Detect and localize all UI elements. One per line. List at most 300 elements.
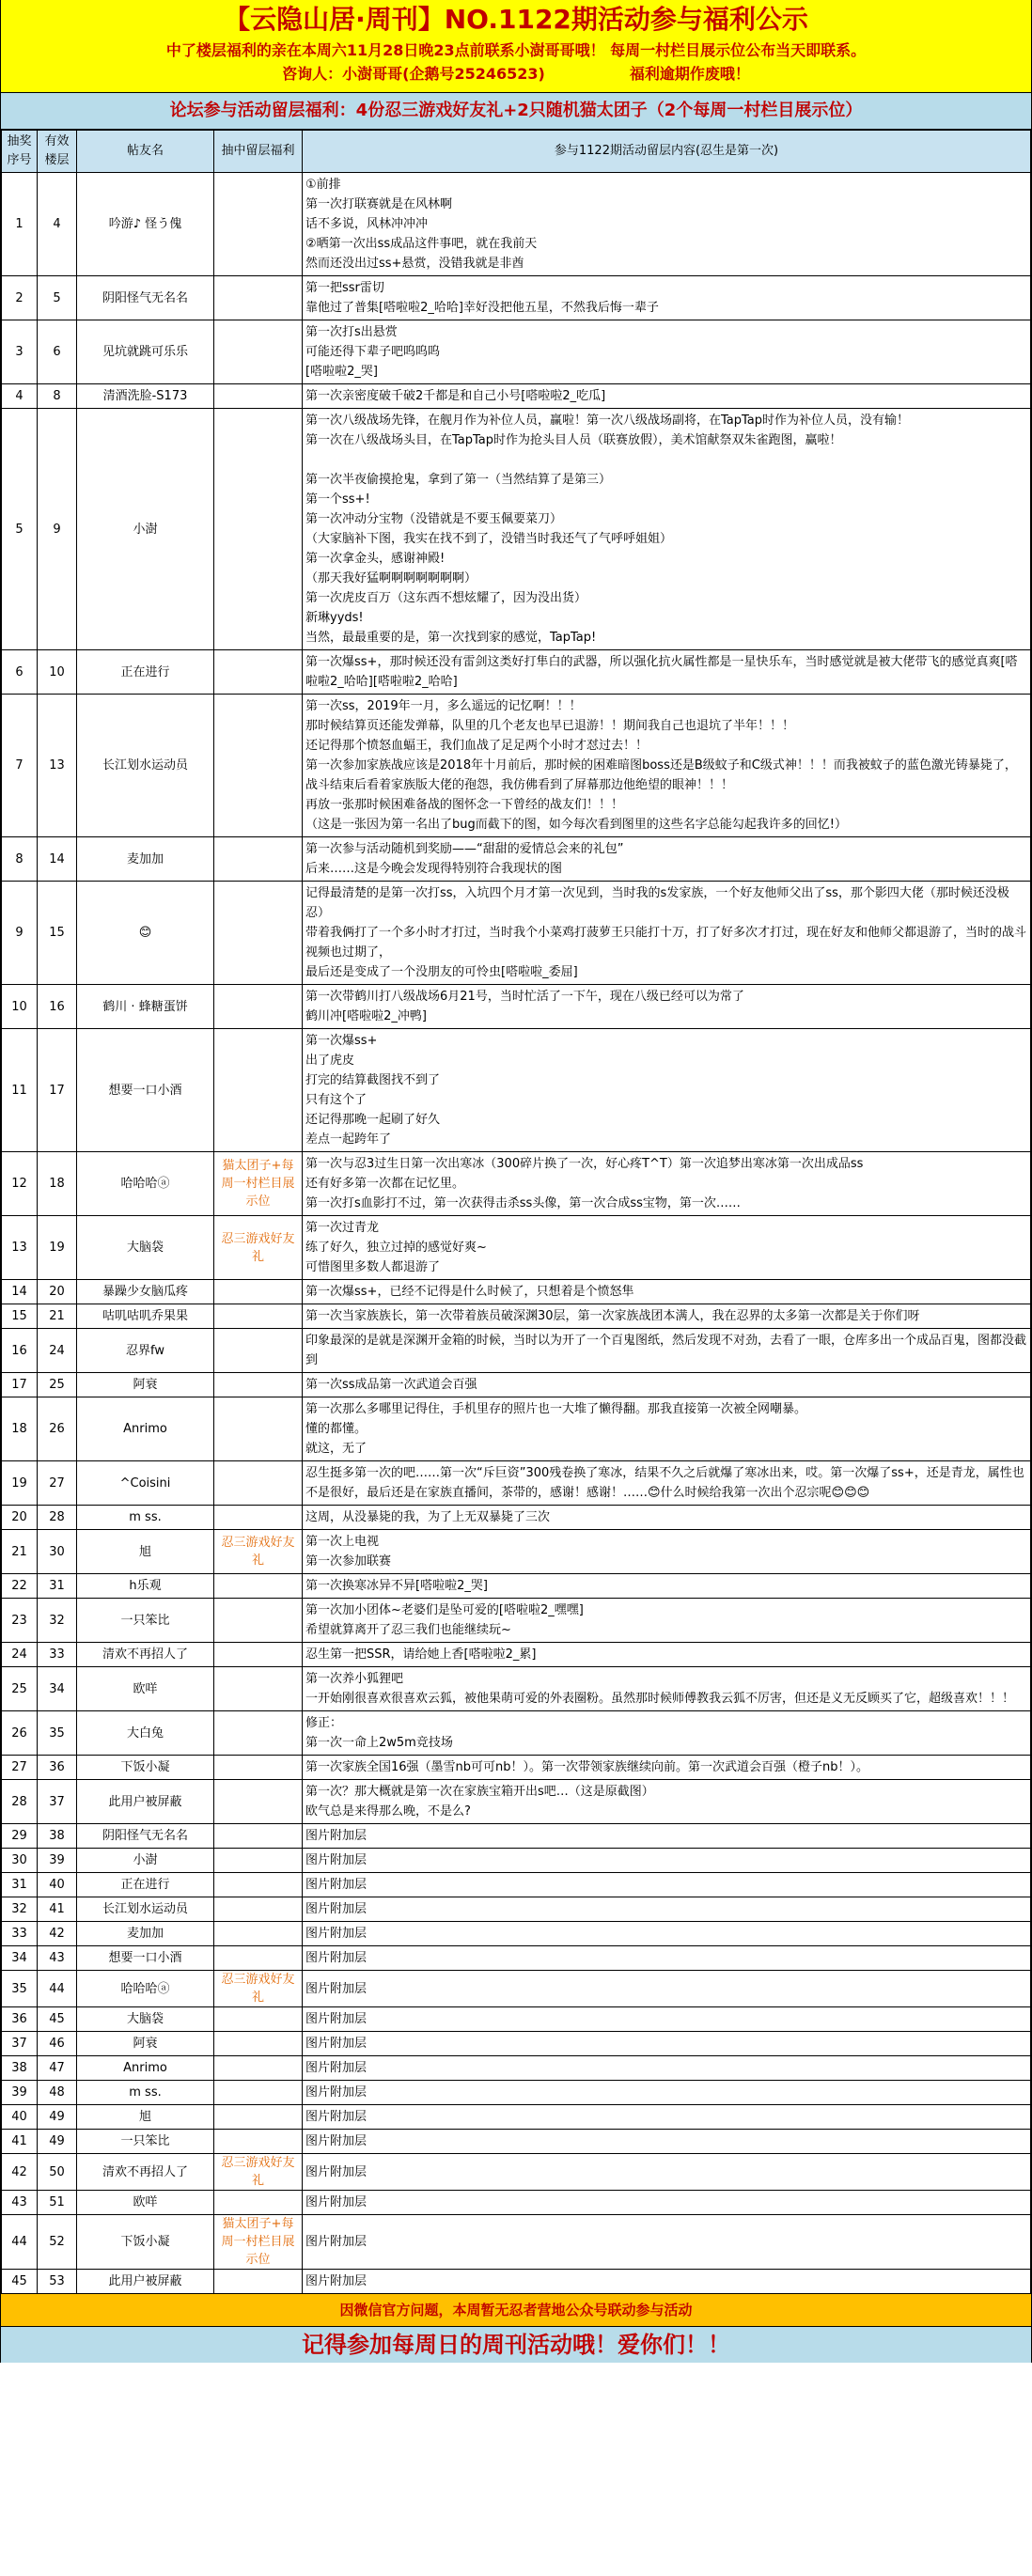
prize-cell: [214, 2270, 303, 2294]
content-line: 还记得那个愤怒血蝠王，我们血战了足足两个小时才怼过去！！: [305, 739, 649, 753]
table-row: [2, 276, 1031, 320]
content-line: 第一次参与活动随机到奖励——“甜甜的爱情总会来的礼包”: [305, 842, 624, 856]
username-cell: 清欢不再招人了: [77, 2154, 214, 2191]
prize-cell: 忍三游戏好友礼: [214, 1216, 303, 1280]
content-cell: [303, 1897, 1031, 1922]
username-cell: 暴躁少女脑瓜疼: [77, 1280, 214, 1304]
content-line: 第一次爆ss+: [305, 1034, 378, 1048]
prize-cell: [214, 173, 303, 276]
floor-cell: 41: [38, 1897, 77, 1922]
floor-cell: 48: [38, 2081, 77, 2105]
draw-number-cell: 30: [2, 1849, 38, 1873]
content-cell: [303, 384, 1031, 409]
content-line: 图片附加层: [305, 2235, 367, 2249]
table-row: [2, 882, 1031, 985]
table-row: [2, 1922, 1031, 1946]
content-line: 图片附加层: [305, 2061, 367, 2075]
column-header: 帖友名: [77, 131, 214, 173]
content-line: 懂的都懂。: [305, 1422, 367, 1436]
username-cell: 阴阳怪气无名名: [77, 1824, 214, 1849]
content-cell: [303, 1506, 1031, 1530]
draw-number-cell: 29: [2, 1824, 38, 1849]
content-line: 最后还是变成了一个没朋友的可怜虫[嗒啦啦_委屈]: [305, 965, 578, 979]
floor-cell: 24: [38, 1329, 77, 1373]
column-header: 参与1122期活动留层内容(忍生是第一次): [303, 131, 1031, 173]
content-line: 第一次亲密度破千破2千都是和自己小号[嗒啦啦2_吃瓜]: [305, 389, 606, 403]
content-cell: [303, 1849, 1031, 1873]
table-row: [2, 1152, 1031, 1216]
floor-cell: 25: [38, 1373, 77, 1397]
draw-number-cell: 6: [2, 650, 38, 695]
draw-number-cell: 10: [2, 985, 38, 1029]
table-row: [2, 1971, 1031, 2007]
table-row: [2, 1780, 1031, 1824]
username-cell: 清酒洗脸-S173: [77, 384, 214, 409]
content-line: 第一次与忍3过生日第一次出寒冰（300碎片换了一次，好心疼T^T）第一次追梦出寒冰第一次出成品ss: [305, 1157, 864, 1171]
contact-label: 咨询人：小澍哥哥(企鹅号25246523): [282, 65, 545, 83]
table-row: [2, 1280, 1031, 1304]
content-line: 第一次冲动分宝物（没错就是不要玉佩要菜刀）: [305, 512, 563, 526]
draw-number-cell: 13: [2, 1216, 38, 1280]
content-line: 忍生挺多第一次的吧……第一次“斥巨资”300残卷换了寒冰，结果不久之后就爆了寒冰出来，哎。第一次爆了ss+，还是青龙，属性也: [305, 1466, 1024, 1480]
username-cell: 吟游♪ 怪う傀: [77, 173, 214, 276]
content-line: 这周，从没暴毙的我，为了上无双暴毙了三次: [305, 1510, 551, 1524]
table-row: [2, 1824, 1031, 1849]
content-line: 第一次打联赛就是在风林啊: [305, 197, 453, 211]
table-row: [2, 2215, 1031, 2270]
floor-cell: 16: [38, 985, 77, 1029]
prize-cell: [214, 1599, 303, 1643]
content-line: 第一次养小狐狸吧: [305, 1672, 404, 1686]
draw-number-cell: 14: [2, 1280, 38, 1304]
content-line: 忍生第一把SSR，请给她上香[嗒啦啦2_累]: [305, 1647, 537, 1662]
content-cell: [303, 2130, 1031, 2154]
content-line: ②晒第一次出ss成品这件事吧，就在我前天: [305, 237, 538, 251]
table-row: [2, 837, 1031, 882]
table-row: [2, 1530, 1031, 1574]
username-cell: 想要一口小酒: [77, 1029, 214, 1152]
table-row: [2, 2105, 1031, 2130]
content-line: 第一次半夜偷摸抢鬼，拿到了第一（当然结算了是第三）: [305, 473, 612, 487]
username-cell: 鹤川 · 蜂糖蛋饼: [77, 985, 214, 1029]
username-cell: 哈哈哈ⓐ: [77, 1971, 214, 2007]
table-row: [2, 2130, 1031, 2154]
content-cell: [303, 1373, 1031, 1397]
content-line: （这是一张因为第一名出了bug而截下的图，如今每次看到图里的这些名字总能勾起我许多的回忆!）: [305, 818, 847, 832]
floor-cell: 51: [38, 2191, 77, 2215]
content-line: 当然，最最重要的是，第一次找到家的感觉，TapTap!: [305, 631, 597, 645]
content-cell: [303, 173, 1031, 276]
prize-cell: [214, 1280, 303, 1304]
content-line: 就这，无了: [305, 1442, 367, 1456]
prize-cell: [214, 2081, 303, 2105]
username-cell: m ss.: [77, 2081, 214, 2105]
table-row: [2, 2154, 1031, 2191]
content-cell: [303, 1152, 1031, 1216]
prize-cell: [214, 2032, 303, 2056]
draw-number-cell: 1: [2, 173, 38, 276]
content-line: 话不多说，风林冲冲冲: [305, 217, 429, 231]
username-cell: 此用户被屏蔽: [77, 2270, 214, 2294]
username-cell: Anrimo: [77, 2056, 214, 2081]
content-line: 再放一张那时候困难备战的图怀念一下曾经的战友们！！！: [305, 798, 624, 812]
content-cell: [303, 1461, 1031, 1506]
content-cell: [303, 1711, 1031, 1756]
content-cell: [303, 1756, 1031, 1780]
draw-number-cell: 15: [2, 1304, 38, 1329]
content-line: 第一次ss成品第一次武道会百强: [305, 1378, 477, 1392]
prize-cell: [214, 1643, 303, 1667]
draw-number-cell: 33: [2, 1922, 38, 1946]
floor-cell: 26: [38, 1397, 77, 1461]
content-line: 图片附加层: [305, 1853, 367, 1867]
content-cell: [303, 1780, 1031, 1824]
content-line: 图片附加层: [305, 1981, 367, 1996]
floor-cell: 49: [38, 2130, 77, 2154]
floor-cell: 37: [38, 1780, 77, 1824]
prize-cell: [214, 2007, 303, 2032]
floor-cell: 43: [38, 1946, 77, 1971]
content-line: ①前排: [305, 178, 341, 192]
username-cell: 忍界fw: [77, 1329, 214, 1373]
prize-cell: [214, 1922, 303, 1946]
content-line: 第一次加小团体~老婆们是坠可爱的[嗒啦啦2_嘿嘿]: [305, 1603, 584, 1617]
username-cell: 欧咩: [77, 1667, 214, 1711]
content-line: 还记得那晚一起刷了好久: [305, 1113, 441, 1127]
draw-number-cell: 4: [2, 384, 38, 409]
username-cell: ^Coisini: [77, 1461, 214, 1506]
content-line: 印象最深的是就是深渊开金箱的时候，当时以为开了一个百鬼图纸，然后发现不对劲，去看了一眼，仓库多出一个成品百鬼，图都没截到: [305, 1334, 1027, 1367]
content-line: 带着我俩打了一个多小时才打过，当时我个小菜鸡打菠萝王只能打十万，打了好多次才打过，现在好友和他师父都退游了，当时的战斗视频也过期了，: [305, 926, 1027, 960]
floor-cell: 46: [38, 2032, 77, 2056]
draw-number-cell: 34: [2, 1946, 38, 1971]
username-cell: 正在进行: [77, 1873, 214, 1897]
content-cell: [303, 1304, 1031, 1329]
username-cell: 此用户被屏蔽: [77, 1780, 214, 1824]
username-cell: 长江划水运动员: [77, 1897, 214, 1922]
draw-number-cell: 45: [2, 2270, 38, 2294]
prize-cell: 忍三游戏好友礼: [214, 1971, 303, 2007]
prize-cell: [214, 1873, 303, 1897]
content-line: 图片附加层: [305, 1829, 367, 1843]
prize-cell: [214, 276, 303, 320]
content-line: 可惜图里多数人都退游了: [305, 1260, 441, 1274]
floor-cell: 50: [38, 2154, 77, 2191]
content-line: （那天我好猛啊啊啊啊啊啊啊）: [305, 571, 477, 585]
content-line: 第一次八级战场先锋，在舰月作为补位人员，赢啦！第一次八级战场副将，在TapTap时作为补位人员，没有输！: [305, 414, 910, 428]
content-line: 后来……这是今晚会发现得特别符合我现状的图: [305, 862, 563, 876]
table-row: [2, 173, 1031, 276]
prize-cell: [214, 695, 303, 837]
content-line: 练了好久，独立过掉的感觉好爽~: [305, 1241, 487, 1255]
content-line: 图片附加层: [305, 2195, 367, 2209]
table-row: [2, 985, 1031, 1029]
prize-cell: [214, 1397, 303, 1461]
prize-cell: 猫太团子+每周一村栏目展示位: [214, 2215, 303, 2270]
content-line: 可能还得下辈子吧呜呜呜: [305, 345, 441, 359]
prize-cell: [214, 985, 303, 1029]
floor-cell: 15: [38, 882, 77, 985]
content-line: 第一次参加家族战应该是2018年十月前后，那时候的困难暗图boss还是B级蚊子和C级式神！！！而我被蚊子的蓝色激光铸暴毙了，战斗结束后看着家族版大佬的孢怨，我仿佛看到了屏幕那边他绝望的眼神！！！: [305, 758, 1017, 792]
floor-cell: 18: [38, 1152, 77, 1216]
page-title: 【云隐山居·周刊】NO.1122期活动参与福利公示: [224, 4, 808, 35]
floor-cell: 34: [38, 1667, 77, 1711]
floor-cell: 5: [38, 276, 77, 320]
content-cell: [303, 1971, 1031, 2007]
table-row: [2, 1304, 1031, 1329]
content-cell: [303, 2215, 1031, 2270]
table-row: [2, 1711, 1031, 1756]
participants-table: [1, 130, 1031, 2294]
content-line: 第一次上电视: [305, 1535, 380, 1549]
content-cell: [303, 2007, 1031, 2032]
draw-number-cell: 3: [2, 320, 38, 384]
table-row: [2, 1946, 1031, 1971]
draw-number-cell: 25: [2, 1667, 38, 1711]
floor-cell: 19: [38, 1216, 77, 1280]
content-cell: [303, 1873, 1031, 1897]
floor-cell: 4: [38, 173, 77, 276]
table-row: [2, 1373, 1031, 1397]
content-cell: [303, 1922, 1031, 1946]
content-cell: [303, 1599, 1031, 1643]
content-cell: [303, 2081, 1031, 2105]
draw-number-cell: 7: [2, 695, 38, 837]
prize-cell: 忍三游戏好友礼: [214, 1530, 303, 1574]
content-line: 记得最清楚的是第一次打ss，入坑四个月才第一次见到，当时我的s发家族，一个好友他师父出了ss，那个影四大佬（那时候还没极忍）: [305, 886, 1009, 920]
prize-cell: [214, 1756, 303, 1780]
draw-number-cell: 27: [2, 1756, 38, 1780]
draw-number-cell: 42: [2, 2154, 38, 2191]
draw-number-cell: 9: [2, 882, 38, 985]
prize-cell: [214, 384, 303, 409]
content-line: [嗒啦啦2_哭]: [305, 365, 378, 379]
draw-number-cell: 16: [2, 1329, 38, 1373]
draw-number-cell: 43: [2, 2191, 38, 2215]
content-cell: [303, 2191, 1031, 2215]
username-cell: Anrimo: [77, 1397, 214, 1461]
content-line: 只有这个了: [305, 1093, 367, 1107]
content-line: 那时候结算页还能发弹幕，队里的几个老友也早已退游！！期间我自己也退坑了半年！！！: [305, 719, 795, 733]
username-cell: 想要一口小酒: [77, 1946, 214, 1971]
prize-cell: [214, 837, 303, 882]
username-cell: 清欢不再招人了: [77, 1643, 214, 1667]
content-cell: [303, 1574, 1031, 1599]
contact-note: 福利逾期作废哦！: [629, 65, 750, 83]
content-line: 第一次当家族族长，第一次带着族员破深渊30层，第一次家族战团本满人，我在忍界的太多第一次都是关于你们呀: [305, 1309, 920, 1323]
prize-cell: [214, 650, 303, 695]
content-cell: [303, 1530, 1031, 1574]
content-line: 图片附加层: [305, 2164, 367, 2179]
prize-cell: [214, 1824, 303, 1849]
username-cell: 旭: [77, 2105, 214, 2130]
content-line: 一开始刚很喜欢很喜欢云狐，被他果萌可爱的外表圈粉。虽然那时候师傅教我云狐不厉害，但还是义无反顾买了它，超级喜欢！！！: [305, 1692, 1015, 1706]
floor-cell: 28: [38, 1506, 77, 1530]
floor-cell: 35: [38, 1711, 77, 1756]
footer-notice: 因微信官方问题，本周暂无忍者营地公众号联动参与活动: [1, 2294, 1031, 2327]
table-row: [2, 320, 1031, 384]
floor-cell: 36: [38, 1756, 77, 1780]
floor-cell: 42: [38, 1922, 77, 1946]
content-line: 第一次拿金头，感谢神殿!: [305, 552, 446, 566]
table-row: [2, 1029, 1031, 1152]
username-cell: 下饭小凝: [77, 1756, 214, 1780]
draw-number-cell: 11: [2, 1029, 38, 1152]
username-cell: 小澍: [77, 409, 214, 650]
table-row: [2, 1897, 1031, 1922]
floor-cell: 32: [38, 1599, 77, 1643]
username-cell: 小澍: [77, 1849, 214, 1873]
content-line: 希望就算离开了忍三我们也能继续玩~: [305, 1623, 511, 1637]
content-cell: [303, 409, 1031, 650]
content-cell: [303, 2270, 1031, 2294]
content-cell: [303, 1397, 1031, 1461]
prize-cell: [214, 1373, 303, 1397]
table-row: [2, 1756, 1031, 1780]
draw-number-cell: 21: [2, 1530, 38, 1574]
content-line: 第一次参加联赛: [305, 1554, 392, 1569]
column-header: 有效楼层: [38, 131, 77, 173]
table-row: [2, 2081, 1031, 2105]
prize-cell: [214, 2191, 303, 2215]
table-row: [2, 2056, 1031, 2081]
table-row: [2, 2270, 1031, 2294]
draw-number-cell: 12: [2, 1152, 38, 1216]
draw-number-cell: 36: [2, 2007, 38, 2032]
draw-number-cell: 22: [2, 1574, 38, 1599]
username-cell: 下饭小凝: [77, 2215, 214, 2270]
content-line: 图片附加层: [305, 2085, 367, 2100]
content-line: 第一次？那大概就是第一次在家族宝箱开出s吧…（这是原截图）: [305, 1785, 654, 1799]
floor-cell: 9: [38, 409, 77, 650]
content-line: 第一次ss，2019年一月，多么遥远的记忆啊！！！: [305, 699, 582, 713]
floor-cell: 52: [38, 2215, 77, 2270]
username-cell: 阿衰: [77, 2032, 214, 2056]
content-line: 图片附加层: [305, 1927, 367, 1941]
prize-cell: [214, 320, 303, 384]
table-header-row: [2, 131, 1031, 173]
content-line: 图片附加层: [305, 1902, 367, 1916]
draw-number-cell: 24: [2, 1643, 38, 1667]
prize-cell: [214, 2056, 303, 2081]
username-cell: 😊: [77, 882, 214, 985]
content-line: 图片附加层: [305, 2037, 367, 2051]
content-line: 第一次家族全国16强（墨雪nb可可nb！）。第一次带领家族继续向前。第一次武道会百强（橙子nb！）。: [305, 1760, 869, 1774]
content-cell: [303, 2056, 1031, 2081]
prize-cell: [214, 1667, 303, 1711]
draw-number-cell: 38: [2, 2056, 38, 2081]
floor-cell: 44: [38, 1971, 77, 2007]
draw-number-cell: 37: [2, 2032, 38, 2056]
floor-cell: 10: [38, 650, 77, 695]
draw-number-cell: 26: [2, 1711, 38, 1756]
content-cell: [303, 1667, 1031, 1711]
content-line: 第一个ss+!: [305, 492, 370, 507]
table-row: [2, 2032, 1031, 2056]
username-cell: 长江划水运动员: [77, 695, 214, 837]
table-row: [2, 695, 1031, 837]
draw-number-cell: 18: [2, 1397, 38, 1461]
table-row: [2, 1329, 1031, 1373]
table-row: [2, 1461, 1031, 1506]
draw-number-cell: 28: [2, 1780, 38, 1824]
content-line: 第一次那么多哪里记得住，手机里存的照片也一大堆了懒得翻。那我直接第一次被全网嘲暴。: [305, 1402, 807, 1416]
content-line: 第一次打s血影打不过，第一次获得击杀ss头像，第一次合成ss宝物，第一次……: [305, 1196, 741, 1210]
column-header: 抽中留层福利: [214, 131, 303, 173]
draw-number-cell: 2: [2, 276, 38, 320]
content-line: 差点一起跨年了: [305, 1132, 392, 1147]
content-line: 第一次在八级战场头目，在TapTap时作为抢头目人员（联赛放假），美术馆献祭双朱雀跑图，赢啦！: [305, 433, 842, 447]
prize-cell: [214, 1304, 303, 1329]
floor-cell: 45: [38, 2007, 77, 2032]
content-line: 第一次带鹤川打八级战场6月21号，当时忙活了一下午，现在八级已经可以为常了: [305, 990, 744, 1004]
table-row: [2, 1849, 1031, 1873]
prize-cell: [214, 1711, 303, 1756]
floor-cell: 13: [38, 695, 77, 837]
content-cell: [303, 1946, 1031, 1971]
table-row: [2, 1216, 1031, 1280]
floor-cell: 21: [38, 1304, 77, 1329]
content-line: 图片附加层: [305, 2110, 367, 2124]
content-line: 然而还没出过ss+悬赏，没错我就是非酋: [305, 257, 524, 271]
floor-cell: 49: [38, 2105, 77, 2130]
floor-cell: 47: [38, 2056, 77, 2081]
content-cell: [303, 2154, 1031, 2191]
draw-number-cell: 39: [2, 2081, 38, 2105]
content-line: 第一次换寒冰异不异[嗒啦啦2_哭]: [305, 1579, 488, 1593]
content-line: 第一次爆ss+，那时候还没有雷剑这类好打隼白的武器，所以强化抗火属性都是一星快乐车，当时感觉就是被大佬带飞的感觉真爽[嗒啦啦2_哈哈][嗒啦啦2_哈哈]: [305, 655, 1018, 689]
username-cell: 一只笨比: [77, 1599, 214, 1643]
table-row: [2, 384, 1031, 409]
prize-cell: [214, 1574, 303, 1599]
content-cell: [303, 1643, 1031, 1667]
notice-line: 中了楼层福利的亲在本周六11月28日晚23点前联系小澍哥哥哦！ 每周一村栏目展示位公布当天即联系。: [165, 41, 867, 59]
prize-cell: [214, 1506, 303, 1530]
table-row: [2, 650, 1031, 695]
content-line: 第一次打s出悬赏: [305, 325, 398, 339]
content-line: 图片附加层: [305, 1878, 367, 1892]
content-line: [305, 450, 1027, 470]
draw-number-cell: 5: [2, 409, 38, 650]
draw-number-cell: 44: [2, 2215, 38, 2270]
floor-cell: 8: [38, 384, 77, 409]
column-header: 抽奖序号: [2, 131, 38, 173]
username-cell: 麦加加: [77, 837, 214, 882]
prize-cell: 猫太团子+每周一村栏目展示位: [214, 1152, 303, 1216]
content-cell: [303, 1029, 1031, 1152]
draw-number-cell: 41: [2, 2130, 38, 2154]
footer-slogan: 记得参加每周日的周刊活动哦！爱你们！！: [1, 2327, 1031, 2363]
floor-cell: 33: [38, 1643, 77, 1667]
draw-number-cell: 19: [2, 1461, 38, 1506]
table-row: [2, 1667, 1031, 1711]
username-cell: 阿衰: [77, 1373, 214, 1397]
content-line: 第一次虎皮百万（这东西不想炫耀了，因为没出货）: [305, 591, 587, 605]
content-line: 图片附加层: [305, 1951, 367, 1965]
floor-cell: 17: [38, 1029, 77, 1152]
username-cell: 见坑就跳可乐乐: [77, 320, 214, 384]
table-row: [2, 1506, 1031, 1530]
floor-cell: 40: [38, 1873, 77, 1897]
content-cell: [303, 1216, 1031, 1280]
draw-number-cell: 35: [2, 1971, 38, 2007]
content-cell: [303, 1329, 1031, 1373]
draw-number-cell: 8: [2, 837, 38, 882]
username-cell: 大脑袋: [77, 1216, 214, 1280]
floor-cell: 39: [38, 1849, 77, 1873]
header-block: [1, 0, 1031, 92]
content-line: 出了虎皮: [305, 1054, 355, 1068]
